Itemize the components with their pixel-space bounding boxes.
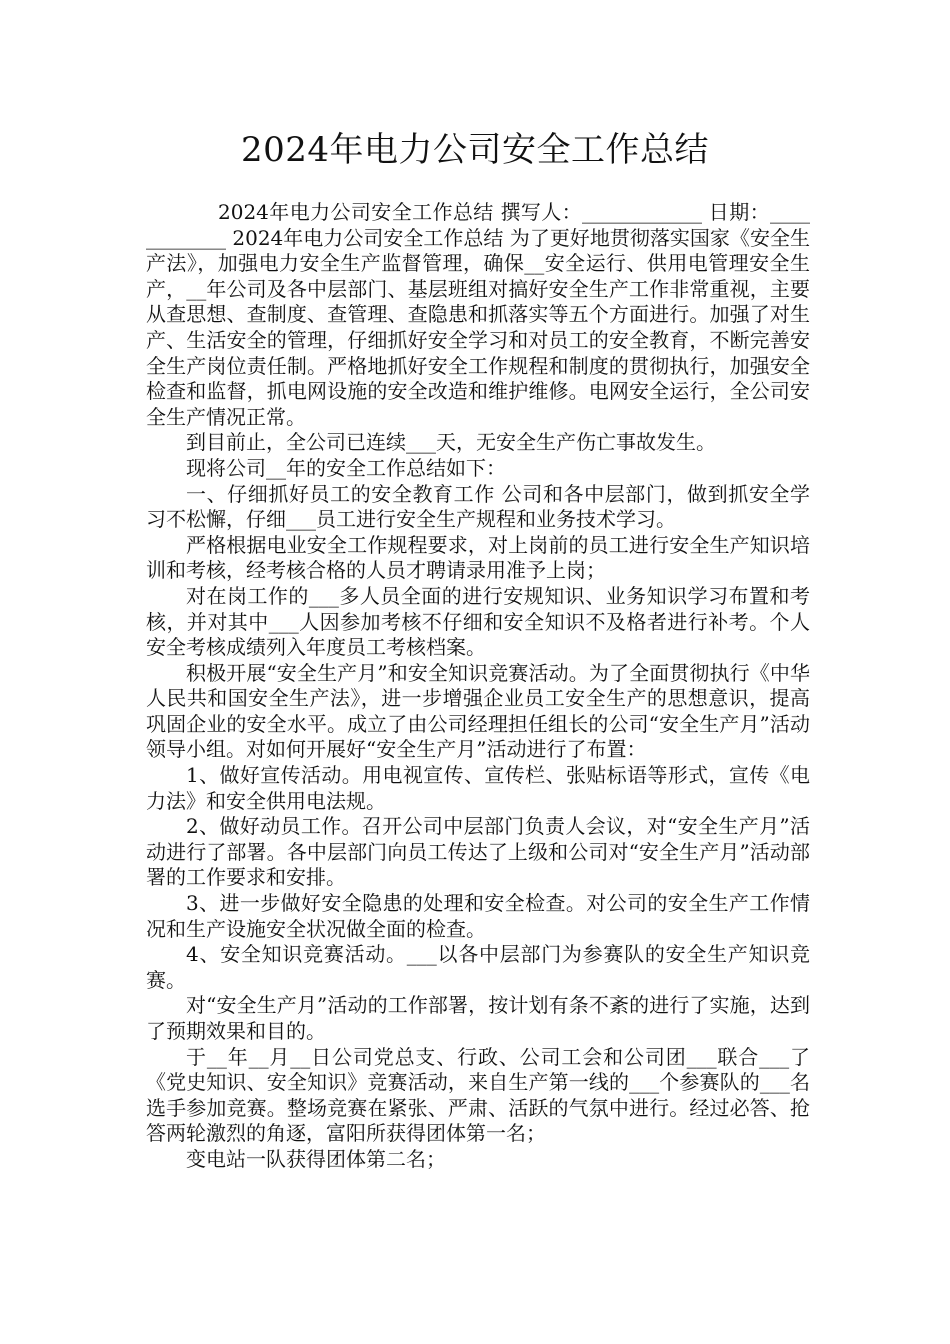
paragraph-training: 严格根据电业安全工作规程要求，对上岗前的员工进行安全生产知识培训和考核，经考核合格的人员才聘请录用准予上岗； (146, 532, 810, 583)
paragraph-intro: 2024年电力公司安全工作总结 撰写人：____________ 日期：____________ 2024年电力公司安全工作总结 为了更好地贯彻落实国家《安全生产法》，加强电力安全生产监督管理，确保__安全运行、供用电管理安全生产，__年公司及各中层部门、基层班组对搞好安全生产工作非常重视，主要从查思想、查制度、查管理、查隐患和抓落实等五个方面进行。加强了对生产、生活安全的管理，仔细抓好安全学习和对员工的安全教育，不断完善安全生产岗位责任制。严格地抓好安全工作规程和制度的贯彻执行，加强安全检查和监督，抓电网设施的安全改造和维护维修。电网安全运行，全公司安全生产情况正常。 (146, 200, 810, 429)
paragraph-item-2: 2、做好动员工作。召开公司中层部门负责人会议，对“安全生产月”活动进行了部署。各中层部门向员工传达了上级和公司对“安全生产月”活动部署的工作要求和安排。 (146, 814, 810, 890)
paragraph-safety-month: 积极开展“安全生产月”和安全知识竞赛活动。为了全面贯彻执行《中华人民共和国安全生产法》，进一步增强企业员工安全生产的思想意识，提高巩固企业的安全水平。成立了由公司经理担任组长的公司“安全生产月”活动领导小组。对如何开展好“安全生产月”活动进行了布置： (146, 660, 810, 762)
paragraph-second-place: 变电站一队获得团体第二名； (186, 1146, 446, 1171)
document-title: 2024年电力公司安全工作总结 (240, 130, 710, 170)
paragraph-summary-lead: 现将公司__年的安全工作总结如下： (186, 455, 506, 480)
paragraph-item-1: 1、做好宣传活动。用电视宣传、宣传栏、张贴标语等形式，宣传《电力法》和安全供用电法规。 (146, 763, 810, 813)
paragraph-implementation: 对“安全生产月”活动的工作部署，按计划有条不紊的进行了实施，达到了预期效果和目的。 (146, 993, 810, 1043)
paragraph-competition: 于__年__月__日公司党总支、行政、公司工会和公司团___联合___了《党史知识、安全知识》竞赛活动，来自生产第一线的___个参赛队的___名选手参加竞赛。整场竞赛在紧张、严肃、活跃的气氛中进行。经过必答、抢答两轮激烈的角逐，富阳所获得团体第一名； (146, 1044, 810, 1146)
paragraph-section-one: 一、仔细抓好员工的安全教育工作 公司和各中层部门，做到抓安全学习不松懈，仔细___员工进行安全生产规程和业务技术学习。 (146, 481, 810, 532)
paragraph-days-safe: 到目前止，全公司已连续___天，无安全生产伤亡事故发生。 (186, 430, 716, 455)
paragraph-item-4: 4、安全知识竞赛活动。___以各中层部门为参赛队的安全生产知识竞赛。 (146, 942, 810, 992)
document-body (146, 200, 810, 1173)
paragraph-item-3: 3、进一步做好安全隐患的处理和安全检查。对公司的安全生产工作情况和生产设施安全状况做全面的检查。 (146, 891, 810, 941)
paragraph-assessment: 对在岗工作的___多人员全面的进行安规知识、业务知识学习布置和考核，并对其中___人因参加考核不仔细和安全知识不及格者进行补考。个人安全考核成绩列入年度员工考核档案。 (146, 583, 810, 660)
